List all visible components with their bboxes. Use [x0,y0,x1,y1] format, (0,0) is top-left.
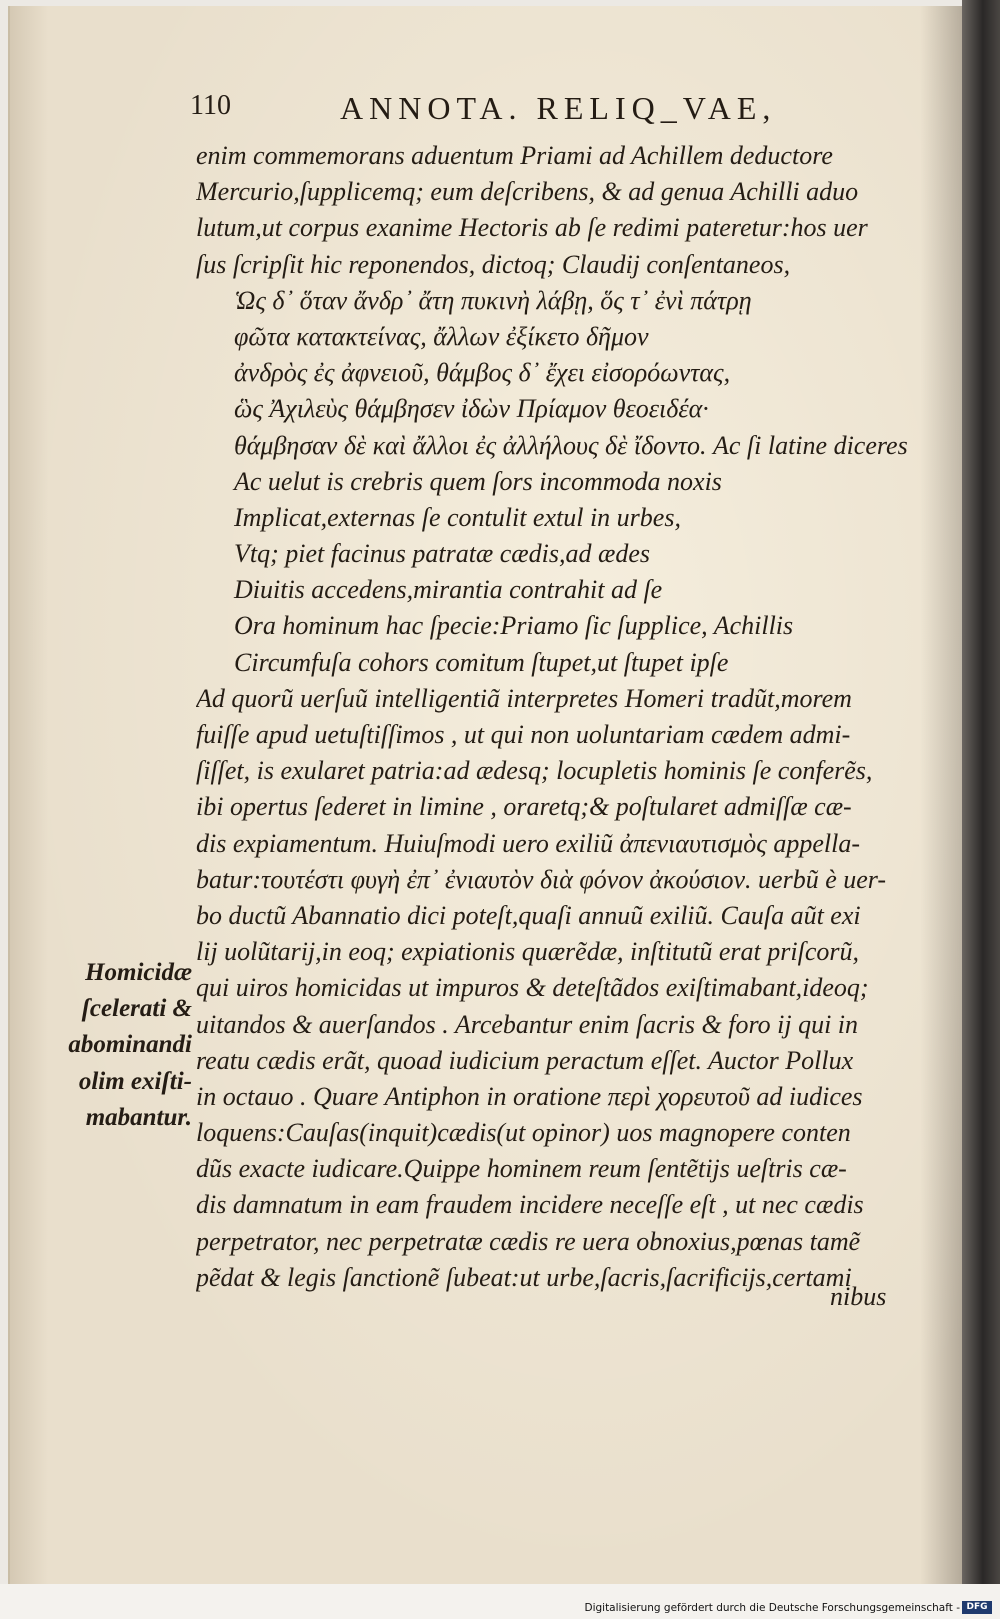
digitization-credit: Digitalisierung gefördert durch die Deutsche Forschungsgemeinschaft - [584,1602,960,1614]
text-line: dũs exacte iudicare.Quippe hominem reum ſentẽtijs ueſtris cæ- [196,1154,847,1184]
margin-note [50,955,192,1136]
page-header [190,90,910,130]
text-line: lutum,ut corpus exanime Hectoris ab ſe redimi pateretur:hos uer [196,213,868,243]
margin-note-line: abominandi [68,1031,192,1059]
text-line: Ad quorũ uerſuũ intelligentiã interpretes Homeri tradũt,morem [196,683,852,713]
text-line: ſiſſet, is exularet patria:ad ædesq; locupletis hominis ſe conferẽs, [196,756,873,786]
verse-line: θάμβησαν δὲ καὶ ἄλλοι ἐς ἀλλήλους δὲ ἴδοντο. Ac ſi latine diceres [234,430,908,460]
text-line: perpetrator, nec perpetratæ cædis re uera obnoxius,pœnas tamẽ [196,1226,861,1256]
verse-line: Ὡς δ᾽ ὅταν ἄνδρ᾽ ἄτη πυκινὴ λάβῃ, ὅς τ᾽ ἐνὶ πάτρῃ [234,285,752,315]
book-spine-edge [962,0,1000,1590]
text-line: lij uolũtarij,in eoq; expiationis quærẽdæ, inſtitutũ erat priſcorũ, [196,937,859,967]
text-line: qui uiros homicidas ut impuros & deteſtãdos exiſtimabant,ideoq; [196,973,869,1003]
verse-line: Ora hominum hac ſpecie:Priamo ſic ſupplice, Achillis [234,611,794,641]
verse-line: Ac uelut is crebris quem ſors incommoda noxis [234,466,722,496]
dfg-logo: DFG [962,1601,992,1614]
verse-line: Vtq; piet facinus patratæ cædis,ad ædes [234,539,650,569]
margin-note-line: mabantur. [85,1103,192,1131]
text-line: ibi opertus ſederet in limine , oraretq;& poſtularet admiſſæ cæ- [196,792,852,822]
text-line: fuiſſe apud uetuſtiſſimos , ut qui non uoluntariam cædem admi- [196,720,851,749]
verse-line: ἀνδρὸς ἐς ἀφνειοῦ, θάμβος δ᾽ ἔχει εἰσορόωντας, [234,358,731,388]
text-line: batur:τουτέστι φυγὴ ἐπ᾽ ἐνιαυτὸν διὰ φόνον ἀκούσιον. uerbũ è uer- [196,864,887,894]
verse-line: φῶτα κατακτείνας, ἄλλων ἐξίκετο δῆμον [234,321,649,351]
body-text [196,138,926,1296]
text-line: reatu cædis erãt, quoad iudicium peractum eſſet. Auctor Pollux [196,1045,854,1075]
catchword: nibus [830,1282,887,1311]
verse-line: Diuitis accedens,mirantia contrahit ad ſe [234,575,663,605]
margin-note-line: Homicidæ [85,959,192,986]
text-line: dis expiamentum. Huiuſmodi uero exiliũ ἀπενιαυτισμὸς appella- [196,828,860,858]
text-line: ſus ſcripſit hic reponendos, dictoq; Claudij conſentaneos, [196,249,791,279]
verse-line: ὣς Ἀχιλεὺς θάμβησεν ἰδὼν Πρίαμον θεοειδέα· [234,394,709,424]
text-line: in octauo . Quare Antiphon in oratione περὶ χορευτοῦ ad iudices [196,1081,863,1111]
text-line: dis damnatum in eam fraudem incidere neceſſe eſt , ut nec cædis [196,1190,864,1220]
page-number: 110 [190,90,231,121]
text-line: Mercurio,ſupplicemq; eum deſcribens, & ad genua Achilli aduo [196,177,859,207]
verse-line: Circumfuſa cohors comitum ſtupet,ut ſtupet ipſe [234,647,729,677]
verse-line: Implicat,externas ſe contulit extul in urbes, [234,502,681,532]
margin-note-line: ſcelerati & [81,995,192,1023]
running-head: ANNOTA. RELIQ_VAE, [340,90,777,126]
text-line: bo ductũ Abannatio dici poteſt,quaſi annuũ exiliũ. Cauſa aũt exi [196,900,861,930]
text-line: enim commemorans aduentum Priami ad Achillem deductore [196,141,833,170]
text-line: uitandos & auerſandos . Arcebantur enim ſacris & foro ij qui in [196,1009,859,1039]
margin-note-line: olim exiſti- [78,1067,192,1095]
text-line: loquens:Cauſas(inquit)cædis(ut opinor) uos magnopere conten [196,1118,851,1148]
text-line: pẽdat & legis ſanctionẽ ſubeat:ut urbe,ſacris,ſacrificijs,certami [196,1262,852,1292]
